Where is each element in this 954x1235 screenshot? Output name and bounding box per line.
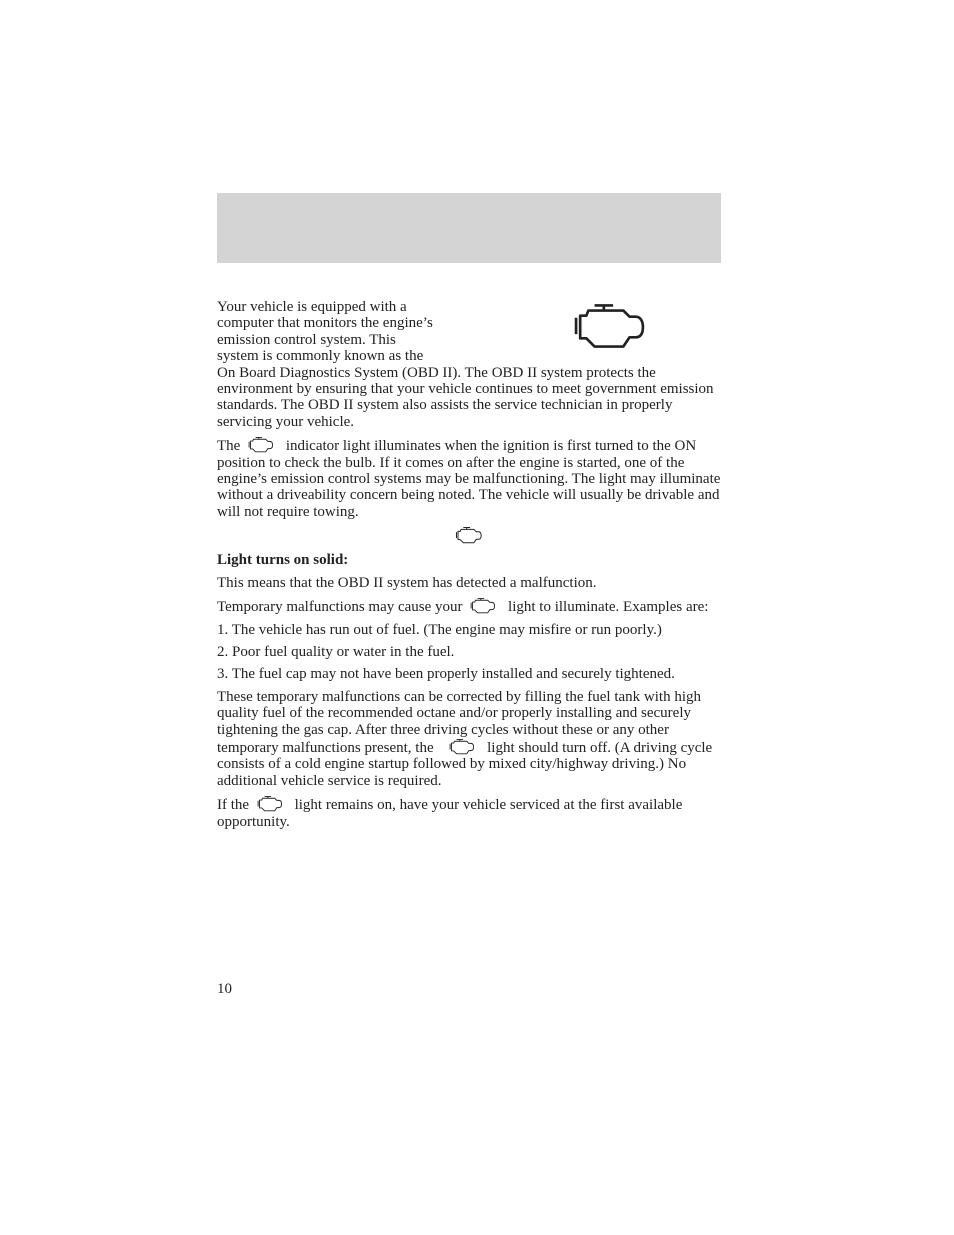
check-engine-icon [468,597,498,615]
check-engine-icon [574,301,646,353]
correction-text-after: light should turn off. (A driving cycle consists of a cold engine startup followed by mixed city/highway driving.) No additional vehicle service is required. [217,739,713,789]
intro-lines [217,299,507,365]
check-engine-icon [453,526,485,545]
intro-line: computer that monitors the engine’s [217,315,433,332]
page-number: 10 [217,981,232,997]
temporary-text-before: Temporary malfunctions may cause your [217,599,463,616]
intro-block [217,299,721,430]
check-engine-icon [246,436,276,454]
correction-text-before: These temporary malfunctions can be corrected by filling the fuel tank with high quality fuel of the recommended octane and/or properly installing and securely tightening the gas cap. After three driving cycles without these or any other temporary malfunctions present, the [217,688,702,756]
indicator-text-before: The [217,438,241,455]
remains-paragraph [217,795,721,830]
temporary-text-after: light to illuminate. Examples are: [508,599,709,616]
solid-meaning: This means that the OBD II system has detected a malfunction. [217,574,597,591]
indicator-text-after: indicator light illuminates when the ignition is first turned to the ON position to check the bulb. If it comes on after the engine is started, one of the engine’s emission control systems may be malfunctioning. The light may illuminate without a driveability concern being noted. The vehicle will usually be drivable and will not require towing. [217,438,721,520]
remains-text-after: light remains on, have your vehicle serviced at the first available opportunity. [217,797,683,830]
intro-line: Your vehicle is equipped with a [217,299,407,315]
manual-content [217,299,721,836]
temporary-paragraph [217,597,721,615]
section-icon-row [217,526,721,548]
example-item: 1. The vehicle has run out of fuel. (The engine may misfire or run poorly.) [217,621,662,638]
example-item: 2. Poor fuel quality or water in the fuel. [217,643,455,660]
intro-paragraph-rest: On Board Diagnostics System (OBD II). The OBD II system protects the environment by ensuring that your vehicle continues to meet government emission standards. The OBD II system also assists the service technician in properly servicing your vehicle. [217,364,714,430]
intro-line: emission control system. This [217,331,396,348]
example-item: 3. The fuel cap may not have been properly installed and securely tightened. [217,666,675,683]
check-engine-icon [447,738,477,756]
correction-paragraph [217,689,721,789]
section-header-band [217,193,721,263]
intro-line: system is commonly known as the [217,348,424,365]
indicator-paragraph [217,436,721,520]
remains-text-before: If the [217,797,250,814]
check-engine-icon [255,795,285,813]
solid-heading: Light turns on solid: [217,552,349,569]
